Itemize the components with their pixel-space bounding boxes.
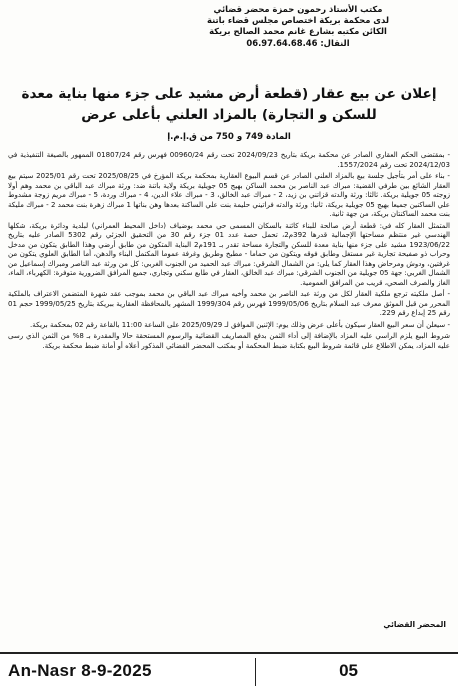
header-line-address: الكائن مكتبه بشارع غانم محمد الصالح بريكة xyxy=(209,26,387,37)
paragraph-sale-conditions: شروط البيع يلزم الراسي عليه المزاد بالإضافة إلى أداء الثمن بدفع المصاريف القضائية والرسوم المستحقة حالا والمقدرة بـ 8% من الثمن الذي رسى عليه المزاد، يمكن الاطلاع على قائمة شروط البيع بكتابة ضبط المحكمة أو بمكتب المحضر القضائي المذكور أعلاه أو أمانة ضبط محكمة بريكة. xyxy=(8,331,450,350)
paragraph-ownership-origin: - أصل ملكيته ترجع ملكية العقار لكل من ورثة عبد الناصر بن محمد وأخيه مبراك عبد الباقي بن محمد بموجب عقد شهرة المتضمن الاعتراف بالملكية المحرر من قبل الموثق معرف عبد السلام بتاريخ 1999/05/06 فهرس رقم 1999/304 المشهر بالمحافظة العقارية ببريكة بتاريخ 1999/05/25 حجم 01 رقم 25 إبداع رقم 229. xyxy=(8,289,450,317)
signature: المحضر القضائي xyxy=(383,620,446,629)
paragraph-parties: - بناء على أمر بتأجيل جلسة بيع بالمزاد العلني الصادر عن قسم البيوع العقارية بمحكمة بريكة المؤرخ في 2025/08/25 تحت رقم 2025/01 سيتم بيع العقار الشائع بين طرفي القضية: مبراك عبد الناصر بن محمد الساكن بهيج 05 جويلية بريكة ولاية باتنة ضد: ورثة مبراك عبد الباقي بن محمد وهم أولا زوجته 05 جويلية بريكة. ثالثا: ورثة والدته قزاتني بن زيد، 2 - مبراك عبد الخالق، 3 - مبراك علاء الدين، 4 - مبراك وردة، 5 - مبراك مريم زوجة مشدوط علي الساكنين جميعا بهيج 05 جويلية بريكة، ثانيا: ورثة والدته فراتيني حليمة بنت علي الساكنة بعدها وهن بناتها 1 مبراك زهرة بنت محمد 2 - مبراك مليكة بنت محمد الساكنتان بريكة، من جهة ثانية. xyxy=(8,171,450,218)
header-line-phone: النقال: 06.97.64.68.46 xyxy=(246,37,350,48)
header-line-court: لدى محكمة بريكة اختصاص مجلس قضاء باتنة xyxy=(207,15,389,26)
notice-title: إعلان عن بيع عقار (قطعة أرض مشيد على جزء منها بناية معدة للسكن و التجارة) بالمزاد العلني بأعلى عرض xyxy=(21,86,437,123)
paragraph-property-description: المتمثل العقار كله في: قطعة أرض صالحة للبناء كائنة بالسكان المسمى حي محمد بوضياف (داخل المحيط العمراني) لبلدية ودائرة بريكة، شكلها الهندسي غير منتظم مساحتها الإجمالية قدرها 392م2، تحمل حصة عدد 01 جزء رقم 30 من التحقيق الجزئي رقم 5302 الصادر عليه بتاريخ 1923/06/22 مشيد على جزء منها بناية معدة للسكن والتجارة مساحة تقدر بـ 191م2 البناية المتكون من طابق أرضي وهذا الطابق يتكون من مدخل وحراب ذو صفيحة تجارية غير مستغل وطابق فوقه ويتكون من حماما - مطبخ وطريق وغرفة عموما المكتمل البناء والدهن، أما الطابق العلوي يتكون من غرفتين، ودوش ومرحاض وهذا العقار كما يلي: من الشمال الشرقي: مبراك عبد الحميد من الجنوب الغربي: كل من ورثة عبد الناصر ومبراك إسماعيل من الشمال الغربي: جهة 05 جويلية من الجنوب الشرقي: مبراك عبد الخالق، العقار في طابع سكني وتجاري، جميع المرافق الضرورية متوفرة: الكهرباء، الماء، الغاز والصرف الصحي، قريب من المرافق العمومية. xyxy=(8,220,450,287)
footer-divider xyxy=(255,658,256,686)
paragraph-judgment: - بمقتضى الحكم العقاري الصادر عن محكمة بريكة بتاريخ 2024/09/23 تحت رقم 00960/24 فهرس رقم 01807/24 الممهور بالصيغة التنفيذية في 2024/12/03 تحت رقم 1557/2024. xyxy=(8,150,450,169)
bailiff-header xyxy=(148,4,448,49)
publication-date: An-Nasr 8-9-2025 xyxy=(8,661,152,680)
page-footer xyxy=(0,652,458,691)
paragraph-auction-date: - سيعلن أن سعر البيع العقار سيكون بأعلى عرض وذلك يوم: الإثنين الموافق لـ 2025/09/29 على الساعة 11:00 بالقاعة رقم 02 بمحكمة بريكة. xyxy=(30,319,450,329)
header-line-office: مكتب الأستاذ رحمون حمزة محضر قضائي xyxy=(213,4,383,14)
legal-article-reference: المادة 749 و 750 من ق.إ.م.إ xyxy=(167,132,291,142)
notice-body xyxy=(8,150,450,616)
page-number: 05 xyxy=(339,661,358,680)
